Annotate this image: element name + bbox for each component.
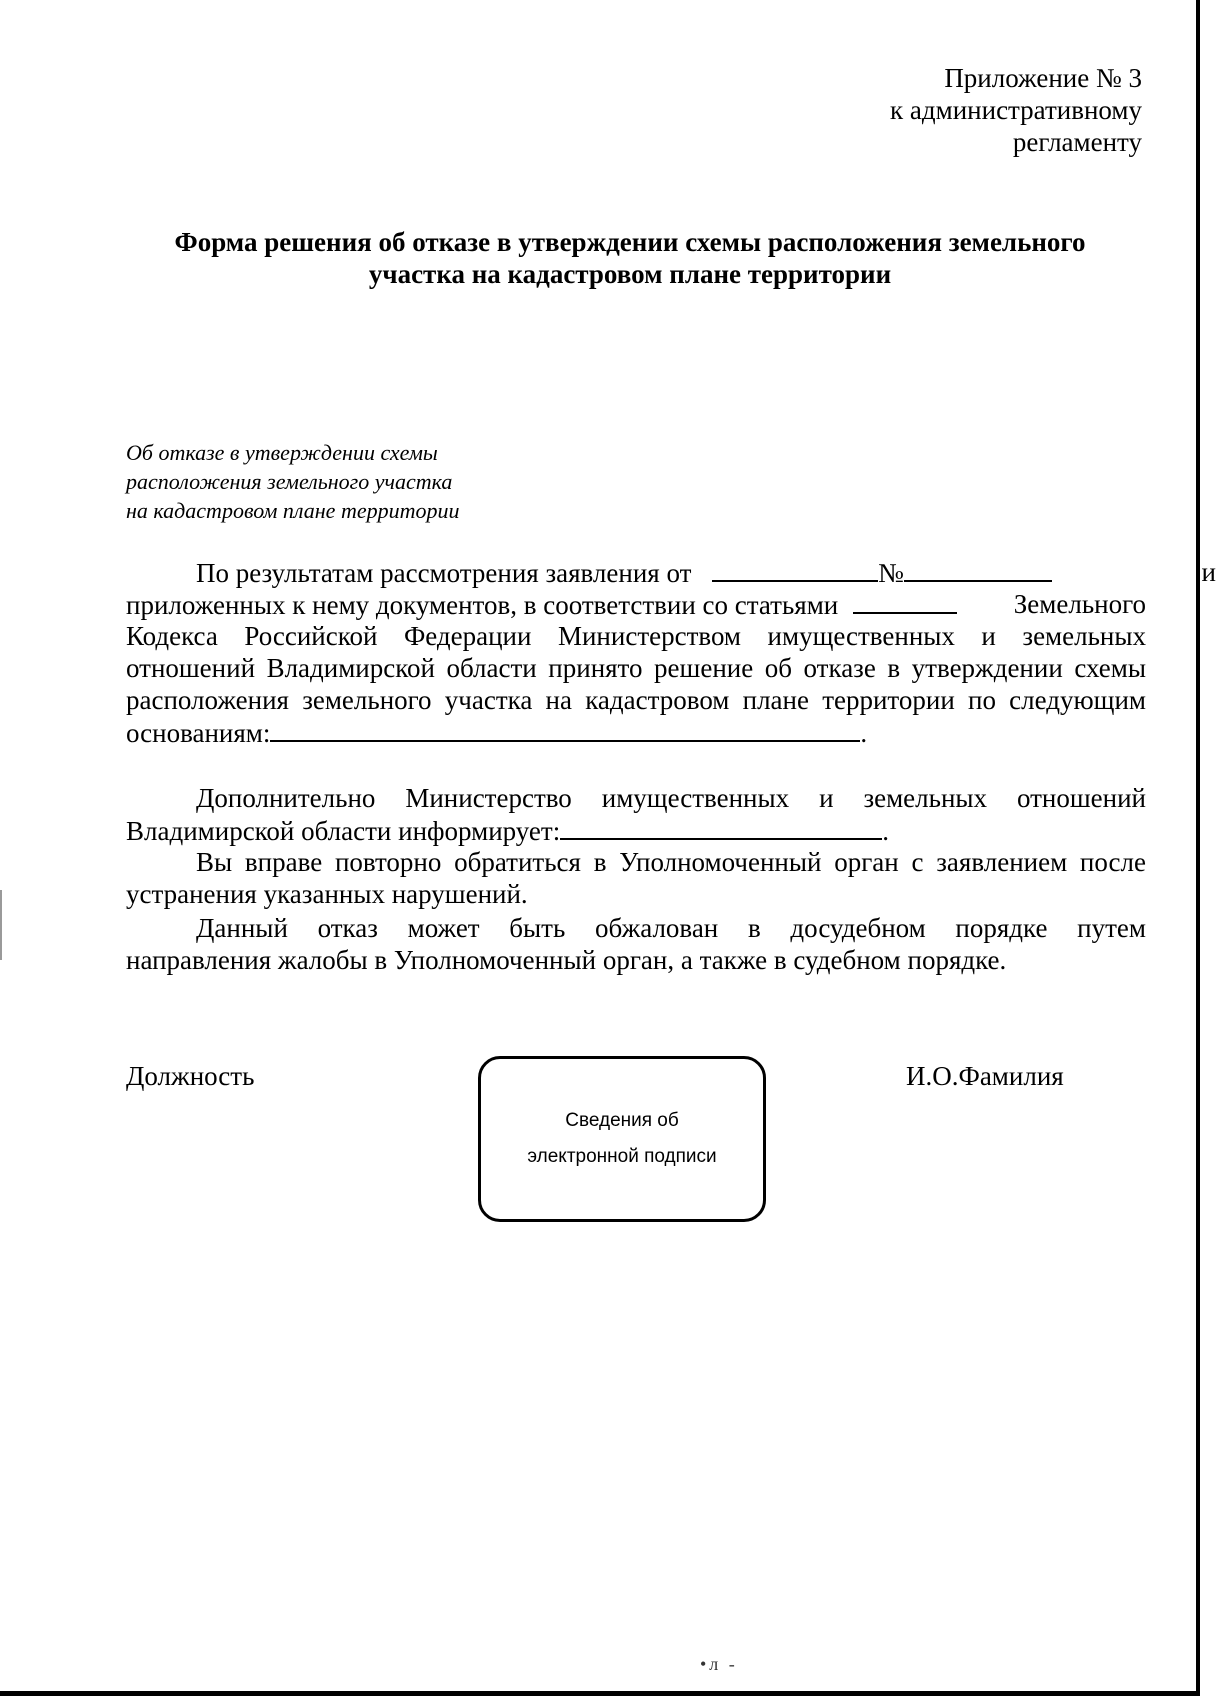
document-title bbox=[60, 226, 1200, 290]
subject-line-1: Об отказе в утверждении схемы bbox=[126, 440, 438, 465]
esig-line-1: Сведения об bbox=[565, 1110, 679, 1131]
body-line bbox=[126, 684, 1146, 716]
grounds-blank bbox=[270, 716, 860, 742]
signatory-name: И.О.Фамилия bbox=[906, 1061, 1064, 1091]
number-blank bbox=[904, 556, 1052, 582]
number-sign: № bbox=[878, 558, 904, 588]
position-label: Должность bbox=[126, 1061, 255, 1091]
body-line bbox=[126, 814, 1146, 846]
subject-line-2: расположения земельного участка bbox=[126, 469, 453, 494]
esig-line-2: электронной подписи bbox=[527, 1146, 717, 1167]
body-line bbox=[126, 652, 1146, 684]
appendix-line-2: к административному bbox=[890, 95, 1142, 125]
body-text: отношений Владимирской области принято решение об отказе в утверждении схемы bbox=[126, 653, 1146, 683]
scan-artifact bbox=[0, 890, 2, 960]
info-blank bbox=[560, 814, 882, 840]
body-text: Кодекса Российской Федерации Министерством имущественных и земельных bbox=[126, 621, 1146, 651]
page-number: •л - bbox=[700, 1654, 738, 1674]
body-text: Данный отказ может быть обжалован в досудебном порядке путем bbox=[196, 913, 1146, 943]
page-edge-bottom bbox=[0, 1691, 1200, 1696]
body-line bbox=[126, 716, 1146, 748]
body-text: . bbox=[860, 718, 868, 748]
body-text: . bbox=[882, 816, 889, 846]
appendix-header bbox=[890, 62, 1142, 158]
body-line bbox=[126, 782, 1146, 814]
appendix-line-1: Приложение № 3 bbox=[944, 63, 1142, 93]
body-text: приложенных к нему документов, в соответствии со статьями bbox=[126, 590, 839, 620]
title-line-1: Форма решения об отказе в утверждении схемы расположения земельного bbox=[174, 227, 1086, 257]
body-line bbox=[126, 878, 1146, 910]
date-blank bbox=[712, 556, 878, 582]
body-text: Дополнительно Министерство имущественных и земельных отношений bbox=[196, 783, 1146, 813]
body-text: основаниям: bbox=[126, 718, 271, 748]
body-text: По результатам рассмотрения заявления от bbox=[196, 558, 692, 588]
electronic-signature-stamp bbox=[478, 1056, 766, 1222]
body-line bbox=[126, 588, 1146, 620]
subject-block bbox=[126, 438, 459, 525]
body-line bbox=[126, 912, 1146, 944]
title-line-2: участка на кадастровом плане территории bbox=[368, 259, 892, 289]
subject-line-3: на кадастровом плане территории bbox=[126, 498, 460, 523]
body-line bbox=[126, 846, 1146, 878]
body-line bbox=[126, 556, 1216, 588]
body-line bbox=[126, 620, 1146, 652]
body-text: устранения указанных нарушений. bbox=[126, 879, 528, 909]
body-line bbox=[126, 944, 1146, 976]
body-text: Вы вправе повторно обратиться в Уполномоченный орган с заявлением после bbox=[196, 847, 1146, 877]
body-text: и bbox=[1201, 557, 1216, 587]
articles-blank bbox=[853, 588, 957, 614]
body-text: Земельного bbox=[1013, 589, 1146, 619]
body-text: направления жалобы в Уполномоченный орган, а также в судебном порядке. bbox=[126, 945, 1007, 975]
body-text: Владимирской области информирует: bbox=[126, 816, 561, 846]
appendix-line-3: регламенту bbox=[1012, 127, 1142, 157]
body-text: расположения земельного участка на кадастровом плане территории по следующим bbox=[126, 685, 1146, 715]
